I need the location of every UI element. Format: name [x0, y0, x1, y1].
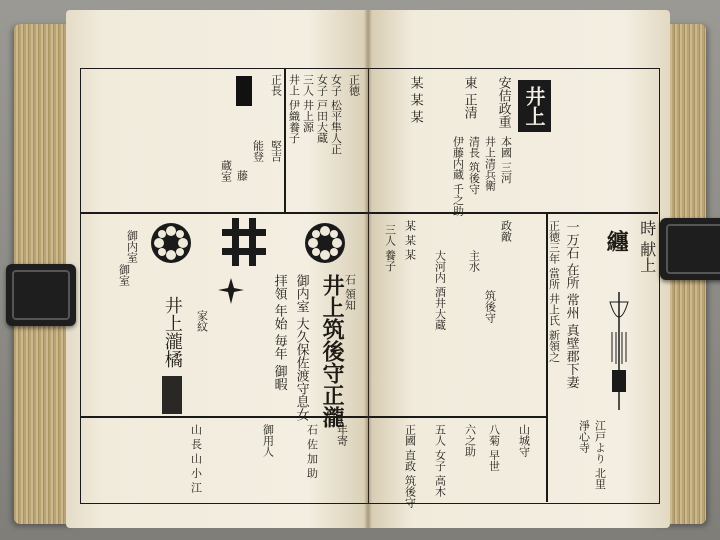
- left-top-col-10: 蔵室: [219, 160, 233, 182]
- left-bottom-col-1: 山 長 山 小 江: [189, 424, 203, 493]
- right-mid-col-2: 一万石 在所 常州 真壁郡下妻: [563, 220, 579, 389]
- right-mid-col-11: 某 某 某: [403, 220, 417, 260]
- procession-banner-icon: [604, 292, 634, 412]
- book-clamp-right: [660, 218, 720, 280]
- right-head-col-4: 清長 筑後守: [467, 136, 481, 195]
- right-mid-col-3: 正徳三年 當所 井上氏 新領之: [547, 220, 561, 363]
- left-mid-col-3: 御室: [117, 264, 131, 286]
- flower-crest-2-icon: [304, 222, 346, 264]
- right-bottom-col-3: 六之助: [463, 424, 477, 457]
- right-bottom-col-2: 八菊 早世: [487, 424, 501, 472]
- left-mid-col-2: 拝領 年始 毎年 御暇: [271, 274, 287, 391]
- right-bottom-col-1: 山城守: [517, 424, 531, 457]
- right-mid-col-7: 政敵: [499, 220, 513, 242]
- spear-emblem-icon: [216, 276, 246, 306]
- book-gutter: [364, 10, 372, 528]
- lord-name: 井上筑後守正瀧: [319, 274, 346, 428]
- right-mid-col-12: 三人 養子: [383, 224, 397, 272]
- right-head-col-6: 東 正清: [461, 76, 477, 120]
- left-top-col-6: 正長: [269, 74, 283, 96]
- right-head-col-3: 井上清兵衛: [483, 136, 497, 191]
- left-top-col-5: 井上 伊織養子: [287, 74, 301, 144]
- right-bottom-col-4: 五人 女子 高木: [433, 424, 447, 497]
- right-mid-col-10: 大河内 酒井大蔵: [433, 250, 447, 331]
- right-page: [368, 10, 670, 528]
- left-column-rule: [284, 68, 286, 214]
- flower-crest-icon: [150, 222, 192, 264]
- left-bottom-col-3: 年寄: [335, 424, 349, 446]
- right-bottom-col-5: 正國 直政 筑後守: [403, 424, 417, 508]
- right-divider-lower: [368, 416, 548, 418]
- left-mid-col-4: 石 領知: [343, 274, 357, 311]
- left-bottom-col-2: 御用人: [261, 424, 275, 457]
- left-divider-upper: [80, 212, 370, 214]
- banner-emblem-label: 纏: [603, 230, 630, 252]
- right-head-col-7: 某 某 某: [407, 76, 423, 124]
- book-clamp-left: [6, 264, 76, 326]
- left-top-col-7: 堅吉: [269, 140, 283, 162]
- left-mid-col-6: 家紋: [195, 310, 209, 332]
- black-seal-mark: [236, 76, 252, 106]
- right-mid-col-1: 時 献上: [637, 220, 657, 274]
- right-head-col-1: 安佶政重: [495, 76, 511, 128]
- left-top-col-2: 女子 松平隼人正: [329, 74, 343, 155]
- left-top-col-4: 三人 井上源: [301, 74, 315, 133]
- right-mid-col-9: 主水: [467, 250, 481, 272]
- right-head-col-5: 伊藤内蔵 千之助: [451, 136, 465, 217]
- left-top-col-1: 正徳: [347, 74, 361, 96]
- dark-stamp: [162, 376, 182, 414]
- right-mid-col-8: 筑後守: [483, 290, 497, 323]
- left-mid-col-1: 御内室 大久保佐渡守息女: [293, 274, 309, 422]
- right-divider-upper: [368, 212, 658, 214]
- left-page: [66, 10, 368, 528]
- well-crest-icon: [220, 216, 268, 268]
- right-mid-col-4: 江戸より 北里: [593, 420, 607, 490]
- right-head-col-2: 本國 三河: [499, 136, 513, 184]
- style-name: 井上瀧橘: [161, 296, 183, 368]
- left-bottom-col-4: 石 佐 加 助: [305, 424, 319, 479]
- left-top-col-3: 女子 戸田大蔵: [315, 74, 329, 144]
- left-top-col-9: 藤: [235, 170, 249, 181]
- right-mid-col-5: 淨心寺: [577, 420, 591, 453]
- left-top-col-8: 能登: [251, 140, 265, 162]
- family-tab: 井上: [518, 80, 551, 132]
- left-mid-col-5: 御内室: [125, 230, 139, 263]
